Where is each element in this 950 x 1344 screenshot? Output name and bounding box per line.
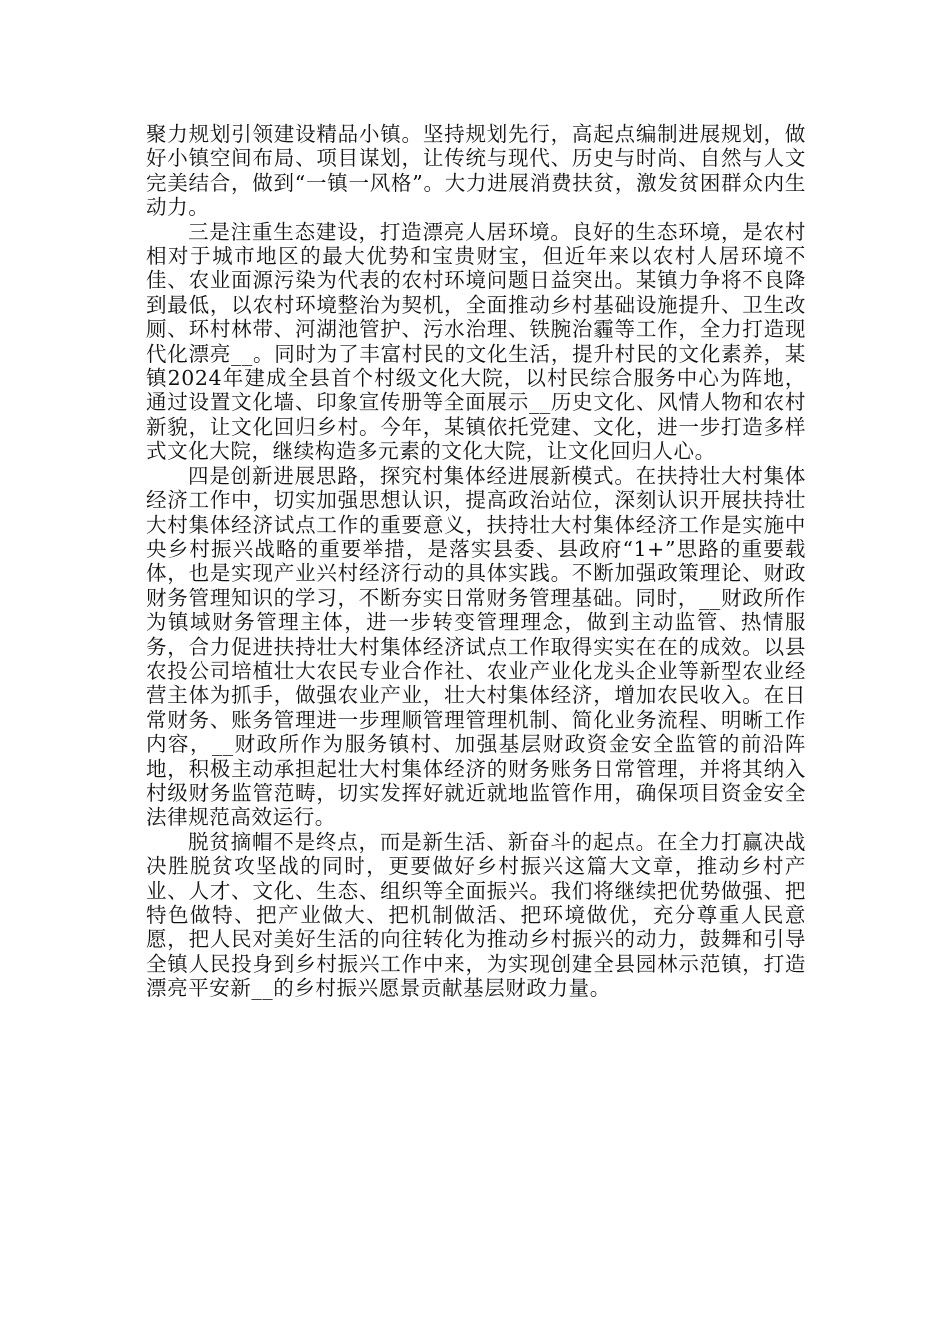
paragraph-continuation: 聚力规划引领建设精品小镇。坚持规划先行，高起点编制进展规划，做好小镇空间布局、项目谋划，让传统与现代、历史与时尚、自然与人文完美结合，做到“一镇一风格”。大力进展消费扶贫，激发贫困群众内生动力。: [146, 122, 806, 220]
paragraph-conclusion: 脱贫摘帽不是终点，而是新生活、新奋斗的起点。在全力打赢决战决胜脱贫攻坚战的同时，更要做好乡村振兴这篇大文章，推动乡村产业、人才、文化、生态、组织等全面振兴。我们将继续把优势做强、把特色做特、把产业做大、把机制做活、把环境做优，充分尊重人民意愿，把人民对美好生活的向往转化为推动乡村振兴的动力，鼓舞和引导全镇人民投身到乡村振兴工作中来，为实现创建全县园林示范镇，打造漂亮平安新__的乡村振兴愿景贡献基层财政力量。: [146, 829, 806, 1001]
document-body: [146, 122, 806, 1001]
paragraph-ecology: 三是注重生态建设，打造漂亮人居环境。良好的生态环境，是农村相对于城市地区的最大优势和宝贵财宝，但近年来以农村人居环境不佳、农业面源污染为代表的农村环境问题日益突出。某镇力争将不良降到最低，以农村环境整治为契机，全面推动乡村基础设施提升、卫生改厕、环村林带、河湖池管护、污水治理、铁腕治霾等工作，全力打造现代化漂亮__。同时为了丰富村民的文化生活，提升村民的文化素养，某镇2024年建成全县首个村级文化大院，以村民综合服务中心为阵地，通过设置文化墙、印象宣传册等全面展示__历史文化、风情人物和农村新貌，让文化回归乡村。今年，某镇依托党建、文化，进一步打造多样式文化大院，继续构造多元素的文化大院，让文化回归人心。: [146, 219, 806, 464]
paragraph-collective-economy: 四是创新进展思路，探究村集体经进展新模式。在扶持壮大村集体经济工作中，切实加强思想认识，提高政治站位，深刻认识开展扶持壮大村集体经济试点工作的重要意义，扶持壮大村集体经济工作是实施中央乡村振兴战略的重要举措，是落实县委、县政府“1+”思路的重要载体，也是实现产业兴村经济行动的具体实践。不断加强政策理论、财政财务管理知识的学习，不断夯实日常财务管理基础。同时，__财政所作为镇域财务管理主体，进一步转变管理理念，做到主动监管、热情服务，合力促进扶持壮大村集体经济试点工作取得实实在在的成效。以县农投公司培植壮大农民专业合作社、农业产业化龙头企业等新型农业经营主体为抓手，做强农业产业，壮大村集体经济，增加农民收入。在日常财务、账务管理进一步理顺管理管理机制、简化业务流程、明晰工作内容，__财政所作为服务镇村、加强基层财政资金安全监管的前沿阵地，积极主动承担起壮大村集体经济的财务账务日常管理，并将其纳入村级财务监管范畴，切实发挥好就近就地监管作用，确保项目资金安全法律规范高效运行。: [146, 463, 806, 830]
